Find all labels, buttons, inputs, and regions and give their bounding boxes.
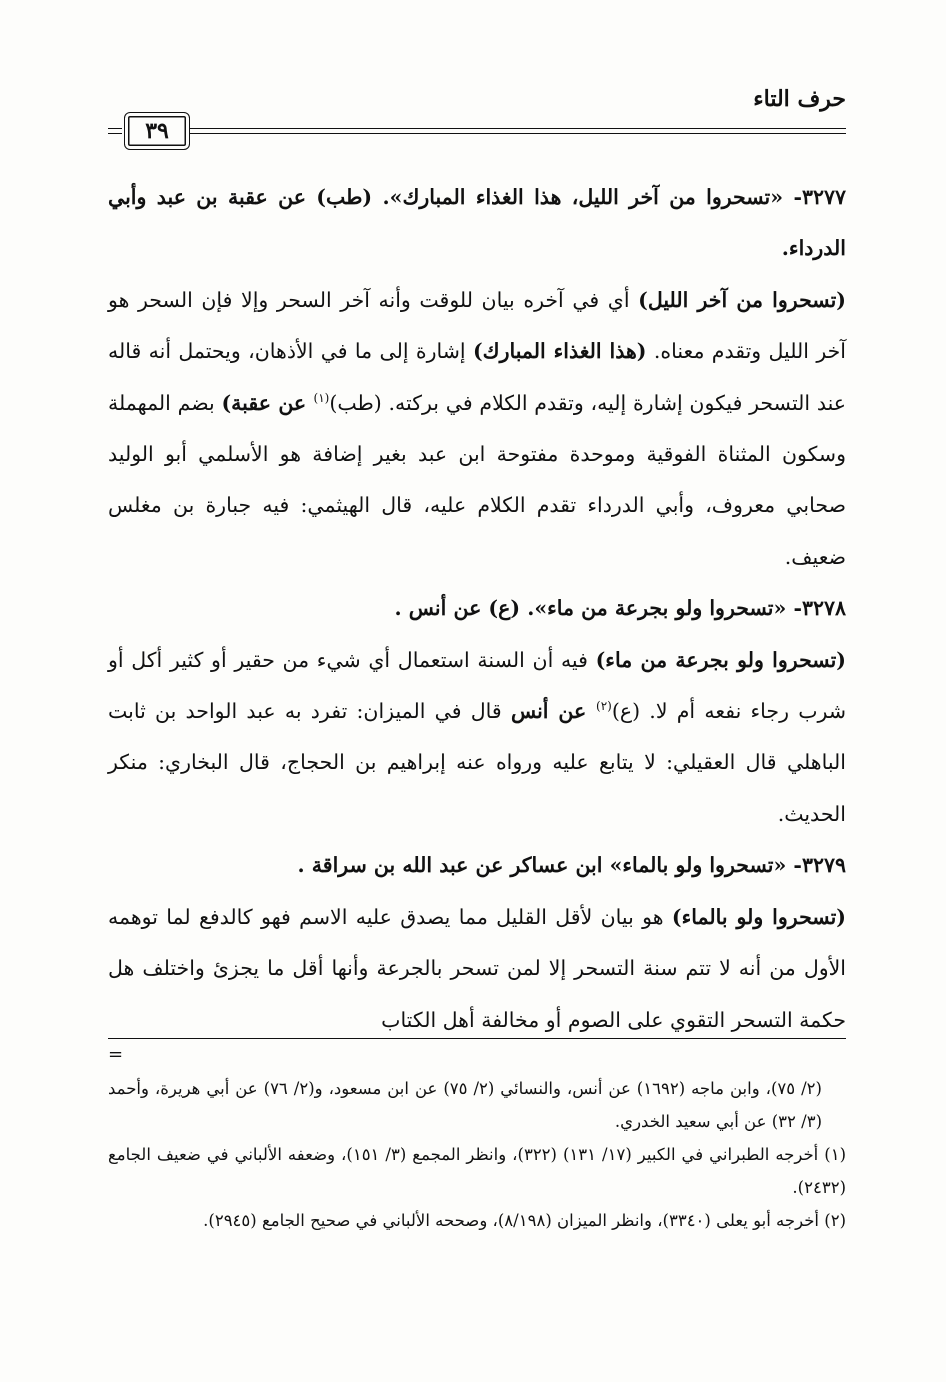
commentary-3277-lemma-2: (هذا الغذاء المبارك)	[472, 339, 647, 364]
hadith-3278	[108, 583, 846, 634]
running-title: حرف التاء	[753, 86, 846, 112]
hadith-3279-text: ٣٢٧٩- «تسحروا ولو بالماء» ابن عساكر عن عبد الله بن سراقة .	[297, 853, 846, 878]
commentary-3279	[108, 892, 846, 1046]
footnote-ref-2[interactable]: (٢)	[596, 699, 612, 714]
hadith-3278-text: ٣٢٧٨- «تسحروا ولو بجرعة من ماء». (ع) عن أنس .	[394, 596, 846, 621]
commentary-3278-lemma-1: (تسحروا ولو بجرعة من ماء)	[595, 647, 846, 672]
header-rule	[190, 128, 846, 134]
footnote-continuation-mark: =	[108, 1044, 124, 1065]
commentary-3278	[108, 635, 846, 841]
commentary-3277-text-1: أي في آخره بيان للوقت وأنه آخر السحر وإلا فإن السحر هو آخر الليل وتقدم معناه.	[108, 287, 846, 364]
commentary-3279-text-1: هو بيان لأقل القليل مما يصدق عليه الاسم فهو كالدفع لما توهمه الأول من أنه لا تتم سنة التسحر إلا لمن تسحر بالجرعة وأنها أقل ما يجزئ واختلف هل حكمة التسحر التقوي على الصوم أو مخالفة أهل الكتاب	[108, 904, 846, 1032]
footnotes	[108, 1072, 846, 1237]
commentary-3277	[108, 275, 846, 583]
hadith-3279	[108, 840, 846, 891]
commentary-3278-text-1: فيه أن السنة استعمال أي شيء من حقير أو كثير أكل أو شرب رجاء نفعه أم لا. (ع)	[108, 647, 847, 724]
hadith-3277-text: ٣٢٧٧- «تسحروا من آخر الليل، هذا الغذاء المبارك». (طب) عن عقبة بن عبد وأبي الدرداء.	[108, 185, 846, 261]
commentary-3278-text-2: قال في الميزان: تفرد به عبد الواحد بن ثابت الباهلي قال العقيلي: لا يتابع عليه ورواه عنه إبراهيم بن الحجاج، قال البخاري: منكر الحديث.	[108, 699, 846, 826]
commentary-3278-lemma-2: عن أنس	[510, 699, 597, 724]
body-text	[108, 172, 846, 1046]
commentary-3277-lemma-1: (تسحروا من آخر الليل)	[638, 287, 846, 312]
footnote-2: (٢) أخرجه أبو يعلى (٣٣٤٠)، وانظر الميزان (٨/١٩٨)، وصححه الألباني في صحيح الجامع (٢٩٤٥).	[203, 1211, 846, 1230]
commentary-3277-text-3: بضم المهملة وسكون المثناة الفوقية وموحدة مفتوحة ابن عبد بغير إضافة هو الأسلمي أبو الوليد صحابي معروف، وأبي الدرداء تقدم الكلام عليه، قال الهيثمي: فيه جبارة بن مغلس ضعيف.	[108, 390, 846, 569]
footnote-ref-1[interactable]: (١)	[313, 390, 330, 405]
hadith-3277	[108, 172, 846, 275]
commentary-3277-text-2: إشارة إلى ما في الأذهان، ويحتمل أنه قاله عند التسحر فيكون إشارة إليه، وتقدم الكلام في بركته. (طب)	[108, 339, 847, 415]
footnote-continued: (٢/ ٧٥)، وابن ماجه (١٦٩٢) عن أنس، والنسائي (٢/ ٧٥) عن ابن مسعود، و(٢/ ٧٦) عن أبي هريرة، وأحمد (٣/ ٣٢) عن أبي سعيد الخدري.	[108, 1079, 822, 1131]
commentary-3279-lemma-1: (تسحروا ولو بالماء)	[671, 904, 846, 929]
page-number: ٣٩	[124, 112, 190, 150]
commentary-3277-lemma-3: عن عقبة)	[221, 390, 314, 415]
header-rule-left	[108, 128, 122, 134]
footnote-separator	[108, 1038, 846, 1039]
footnote-1: (١) أخرجه الطبراني في الكبير (١٧/ ١٣١) (٣٢٢)، وانظر المجمع (٣/ ١٥١)، وضعفه الألباني في ضعيف الجامع (٢٤٣٢).	[108, 1145, 846, 1197]
